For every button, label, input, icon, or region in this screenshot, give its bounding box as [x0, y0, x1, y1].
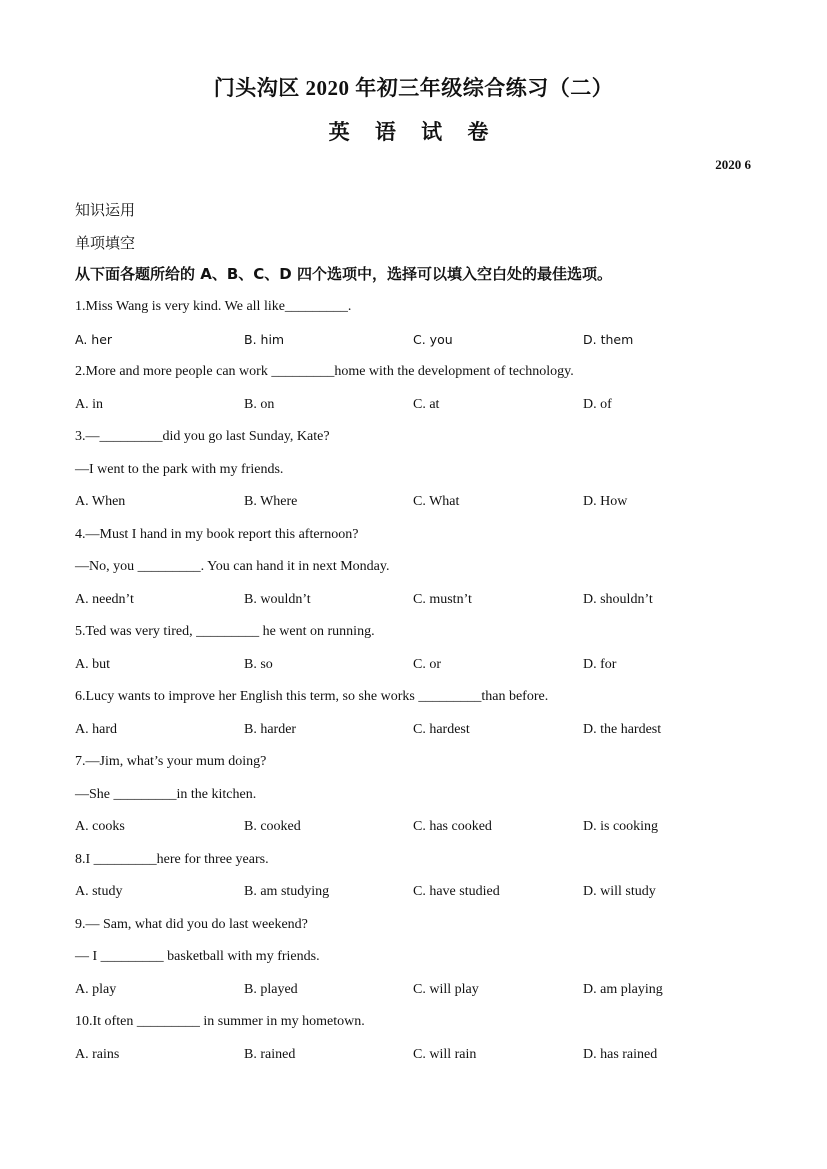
page-subtitle: 英 语 试 卷 [328, 120, 499, 144]
question-9-option-a: A. play [75, 982, 117, 997]
question-3-option-c: C. What [413, 494, 460, 509]
question-3-option-d: D. How [583, 494, 628, 509]
question-1-option-a: A. her [75, 332, 113, 347]
question-7-option-a: A. cooks [75, 819, 125, 834]
question-1-option-c: C. you [413, 332, 453, 347]
question-9-option-b: B. played [244, 982, 298, 997]
question-9-option-d: D. am playing [583, 982, 663, 997]
question-10-option-a: A. rains [75, 1047, 120, 1062]
question-6-option-c: C. hardest [413, 722, 470, 737]
question-9-option-c: C. will play [413, 982, 479, 997]
question-5-option-c: C. or [413, 657, 441, 672]
question-7-response: —She _________in the kitchen. [75, 787, 257, 802]
question-8-option-b: B. am studying [244, 884, 330, 899]
question-1-stem: 1.Miss Wang is very kind. We all like_________. [75, 299, 352, 314]
question-6-option-a: A. hard [75, 722, 117, 737]
question-7-stem: 7.—Jim, what’s your mum doing? [75, 754, 267, 769]
question-10-option-c: C. will rain [413, 1047, 477, 1062]
question-4-option-c: C. mustn’t [413, 592, 472, 607]
question-3-response: —I went to the park with my friends. [75, 462, 284, 477]
instruction-text: 从下面各题所给的 A、B、C、D 四个选项中，选择可以填入空白处的最佳选项。 [75, 265, 612, 283]
question-4-option-d: D. shouldn’t [583, 592, 653, 607]
exam-date: 2020 6 [715, 157, 751, 172]
question-2-option-b: B. on [244, 397, 275, 412]
question-2-option-d: D. of [583, 397, 612, 412]
question-3-stem: 3.—_________did you go last Sunday, Kate? [75, 429, 330, 444]
question-3-option-b: B. Where [244, 494, 298, 509]
question-8-option-c: C. have studied [413, 884, 500, 899]
question-10-stem: 10.It often _________ in summer in my hometown. [75, 1014, 365, 1029]
question-5-option-a: A. but [75, 657, 110, 672]
question-2-option-c: C. at [413, 397, 440, 412]
question-10-option-d: D. has rained [583, 1047, 658, 1062]
subsection-heading: 单项填空 [75, 234, 136, 252]
question-8-option-a: A. study [75, 884, 123, 899]
question-6-option-b: B. harder [244, 722, 297, 737]
question-8-stem: 8.I _________here for three years. [75, 852, 269, 867]
section-heading: 知识运用 [75, 201, 136, 219]
question-5-option-d: D. for [583, 657, 617, 672]
question-3-option-a: A. When [75, 494, 126, 509]
page-title: 门头沟区 2020 年初三年级综合练习（二） [213, 76, 614, 100]
question-6-stem: 6.Lucy wants to improve her English this term, so she works _________than before. [75, 689, 549, 704]
question-4-option-b: B. wouldn’t [244, 592, 311, 607]
question-8-option-d: D. will study [583, 884, 656, 899]
question-2-option-a: A. in [75, 397, 103, 412]
question-4-response: —No, you _________. You can hand it in next Monday. [75, 559, 390, 574]
question-9-response: — I _________ basketball with my friends. [75, 949, 320, 964]
question-5-option-b: B. so [244, 657, 273, 672]
question-4-option-a: A. needn’t [75, 592, 134, 607]
question-7-option-c: C. has cooked [413, 819, 492, 834]
question-10-option-b: B. rained [244, 1047, 296, 1062]
question-7-option-b: B. cooked [244, 819, 301, 834]
question-7-option-d: D. is cooking [583, 819, 659, 834]
question-9-stem: 9.— Sam, what did you do last weekend? [75, 917, 308, 932]
question-2-stem: 2.More and more people can work _________home with the development of technology. [75, 364, 574, 379]
question-1-option-d: D. them [583, 332, 634, 347]
question-4-stem: 4.—Must I hand in my book report this afternoon? [75, 527, 359, 542]
question-1-option-b: B. him [244, 332, 285, 347]
question-5-stem: 5.Ted was very tired, _________ he went on running. [75, 624, 375, 639]
question-6-option-d: D. the hardest [583, 722, 662, 737]
